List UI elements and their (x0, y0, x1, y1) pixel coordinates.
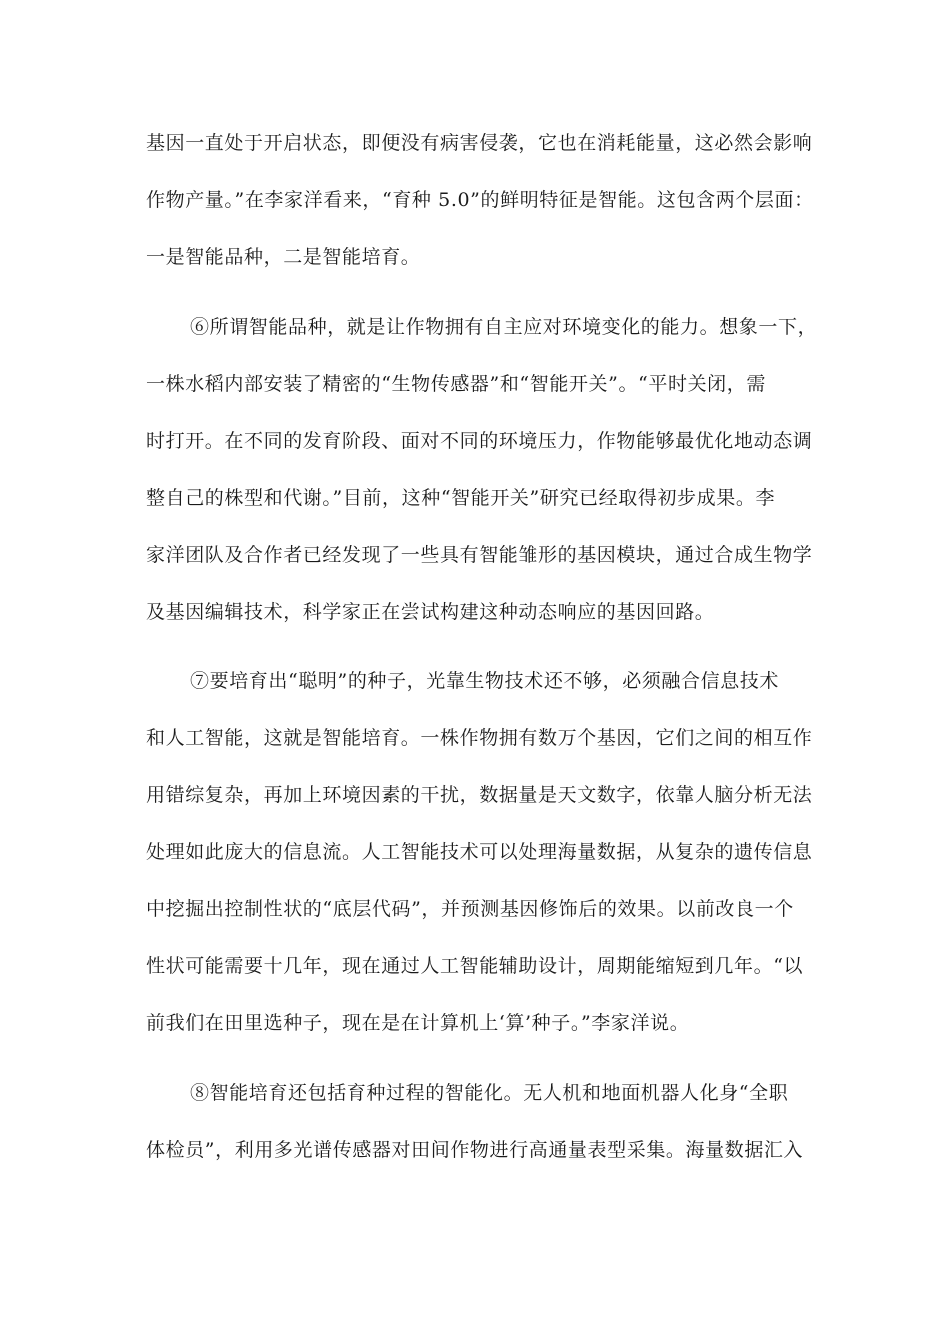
text-line: 一株水稻内部安装了精密的“生物传感器”和“智能开关”。“平时关闭，需 (146, 373, 766, 395)
text-line: 时打开。在不同的发育阶段、面对不同的环境压力，作物能够最优化地动态调 (146, 430, 813, 452)
text-line: 中挖掘出控制性状的“底层代码”，并预测基因修饰后的效果。以前改良一个 (146, 898, 794, 920)
text-line: 性状可能需要十几年，现在通过人工智能辅助设计，周期能缩短到几年。“以 (146, 955, 804, 977)
text-line: 整自己的株型和代谢。”目前，这种“智能开关”研究已经取得初步成果。李 (146, 487, 776, 509)
text-line: ⑧智能培育还包括育种过程的智能化。无人机和地面机器人化身“全职 (190, 1082, 789, 1104)
text-line: 作物产量。”在李家洋看来，“育种 5.0”的鲜明特征是智能。这包含两个层面： (146, 189, 814, 211)
text-line: ⑦要培育出“聪明”的种子，光靠生物技术还不够，必须融合信息技术 (190, 670, 780, 692)
text-line: 处理如此庞大的信息流。人工智能技术可以处理海量数据，从复杂的遗传信息 (146, 841, 813, 863)
text-line: 体检员”，利用多光谱传感器对田间作物进行高通量表型采集。海量数据汇入 (146, 1139, 804, 1161)
text-line: 及基因编辑技术，科学家正在尝试构建这种动态响应的基因回路。 (146, 601, 715, 623)
text-line: 用错综复杂，再加上环境因素的干扰，数据量是天文数字，依靠人脑分析无法 (146, 784, 813, 806)
text-line: ⑥所谓智能品种，就是让作物拥有自主应对环境变化的能力。想象一下， (190, 316, 818, 338)
text-line: 家洋团队及合作者已经发现了一些具有智能雏形的基因模块，通过合成生物学 (146, 544, 813, 566)
text-line: 前我们在田里选种子，现在是在计算机上‘算’种子。”李家洋说。 (146, 1012, 690, 1034)
text-line: 一是智能品种，二是智能培育。 (146, 246, 421, 268)
text-line: 基因一直处于开启状态，即便没有病害侵袭，它也在消耗能量，这必然会影响 (146, 132, 813, 154)
text-line: 和人工智能，这就是智能培育。一株作物拥有数万个基因，它们之间的相互作 (146, 727, 813, 749)
